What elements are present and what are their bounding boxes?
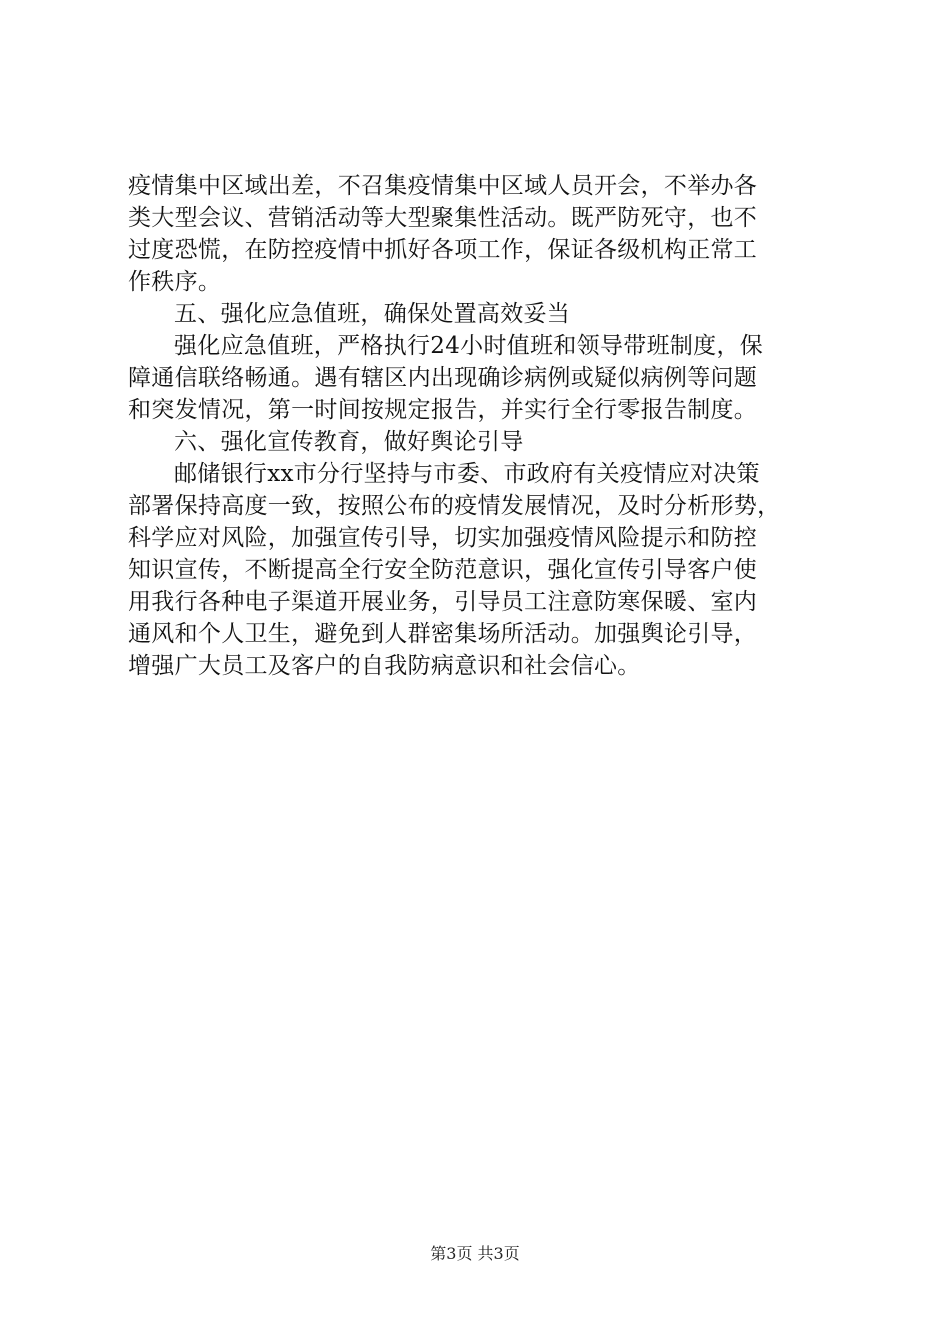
text-line: 强化应急值班，严格执行24小时值班和领导带班制度，保	[174, 333, 764, 359]
text-line: 过度恐慌，在防控疫情中抓好各项工作，保证各级机构正常工	[128, 237, 758, 263]
text-line: 障通信联络畅通。遇有辖区内出现确诊病例或疑似病例等问题	[128, 365, 758, 391]
section-heading: 六、强化宣传教育，做好舆论引导	[174, 429, 524, 455]
page-number-footer: 第3页 共3页	[430, 1244, 520, 1263]
text-line: 邮储银行xx市分行坚持与市委、市政府有关疫情应对决策	[174, 461, 760, 487]
text-line: 部署保持高度一致，按照公布的疫情发展情况，及时分析形势，	[128, 493, 781, 519]
document-body	[128, 170, 832, 682]
text-line: 疫情集中区域出差，不召集疫情集中区域人员开会，不举办各	[128, 173, 758, 199]
text-line: 科学应对风险，加强宣传引导，切实加强疫情风险提示和防控	[128, 525, 758, 551]
text-line: 知识宣传，不断提高全行安全防范意识，强化宣传引导客户使	[128, 557, 758, 583]
text-line: 增强广大员工及客户的自我防病意识和社会信心。	[128, 653, 641, 679]
text-line: 用我行各种电子渠道开展业务，引导员工注意防寒保暖、室内	[128, 589, 758, 615]
text-line: 作秩序。	[128, 269, 222, 295]
text-line: 类大型会议、营销活动等大型聚集性活动。既严防死守，也不	[128, 205, 758, 231]
text-line: 和突发情况，第一时间按规定报告，并实行全行零报告制度。	[128, 397, 758, 423]
section-heading: 五、强化应急值班，确保处置高效妥当	[174, 301, 571, 327]
text-line: 通风和个人卫生，避免到人群密集场所活动。加强舆论引导，	[128, 621, 758, 647]
